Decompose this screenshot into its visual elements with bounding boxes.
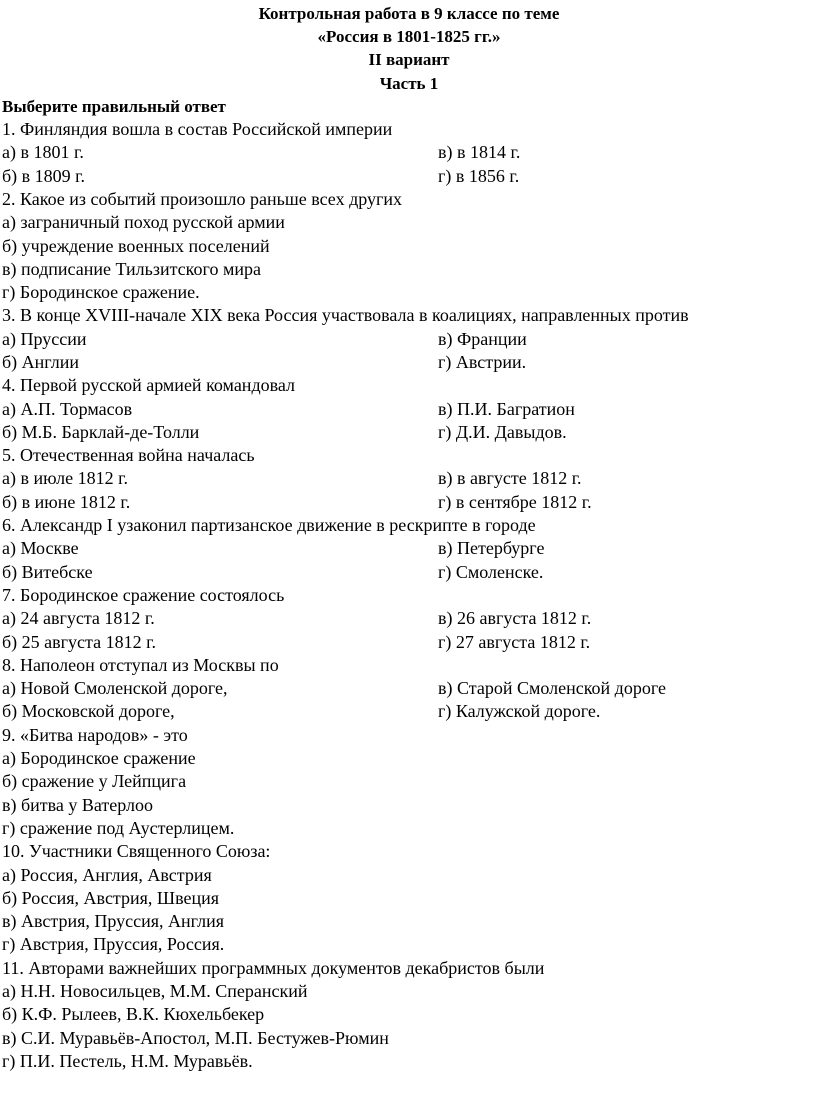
question-6: 6. Александр I узаконил партизанское движение в рескрипте в городе [2, 515, 536, 536]
question-8: 8. Наполеон отступал из Москвы по [2, 654, 279, 675]
answer-option: в) в 1814 г. [438, 142, 521, 163]
answer-option: в) подписание Тильзитского мира [2, 258, 261, 279]
answer-option: а) 24 августа 1812 г. [2, 608, 155, 629]
question-4: 4. Первой русской армией командовал [2, 375, 295, 396]
answer-option: а) Новой Смоленской дороге, [2, 678, 228, 699]
answer-option: а) Бородинское сражение [2, 748, 196, 769]
answer-option: в) Старой Смоленской дороге [438, 678, 666, 699]
answer-option: г) Смоленске. [438, 561, 544, 582]
answer-row [2, 467, 816, 490]
instruction: Выберите правильный ответ [2, 96, 226, 116]
answer-row [2, 561, 816, 584]
answer-option: в) 26 августа 1812 г. [438, 608, 592, 629]
answer-option: б) учреждение военных поселений [2, 235, 270, 256]
answer-option: г) Австрии. [438, 351, 527, 372]
title-line: Контрольная работа в 9 классе по теме [258, 4, 560, 23]
answer-option: б) 25 августа 1812 г. [2, 631, 156, 652]
answer-option: в) Франции [438, 328, 527, 349]
answer-option: б) Россия, Австрия, Швеция [2, 887, 220, 908]
answer-option: г) 27 августа 1812 г. [438, 631, 591, 652]
answer-row [2, 421, 816, 444]
answer-row [2, 398, 816, 421]
question-10: 10. Участники Священного Союза: [2, 841, 271, 862]
answer-option: в) в августе 1812 г. [438, 468, 582, 489]
answer-option: б) сражение у Лейпцига [2, 771, 187, 792]
answer-option: а) А.П. Тормасов [2, 398, 133, 419]
answer-row [2, 700, 816, 723]
answer-option: а) заграничный поход русской армии [2, 212, 285, 233]
answer-row [2, 607, 816, 630]
answer-option: г) Д.И. Давыдов. [438, 421, 567, 442]
part-line: Часть 1 [379, 73, 439, 93]
answer-row [2, 491, 816, 514]
answer-row [2, 328, 816, 351]
question-9: 9. «Битва народов» - это [2, 724, 188, 745]
answer-option: а) Пруссии [2, 328, 87, 349]
answer-option: в) П.И. Багратион [438, 398, 575, 419]
answer-row [2, 141, 816, 164]
answer-option: б) в июне 1812 г. [2, 491, 131, 512]
answer-row [2, 631, 816, 654]
answer-option: в) битва у Ватерлоо [2, 794, 154, 815]
subtitle-line: «Россия в 1801-1825 гг.» [317, 27, 501, 47]
answer-option: в) Австрия, Пруссия, Англия [2, 911, 225, 932]
answer-option: б) в 1809 г. [2, 165, 86, 186]
answer-option: б) Московской дороге, [2, 701, 175, 722]
question-3: 3. В конце XVIII-начале XIX века Россия участвовала в коалициях, направленных против [2, 305, 689, 326]
answer-row [2, 677, 816, 700]
question-1: 1. Финляндия вошла в состав Российской империи [2, 119, 393, 140]
answer-option: г) сражение под Аустерлицем. [2, 817, 235, 838]
answer-option: а) Россия, Англия, Австрия [2, 864, 212, 885]
questions-list [0, 118, 816, 1073]
answer-row [2, 351, 816, 374]
answer-option: б) М.Б. Барклай-де-Толли [2, 421, 200, 442]
answer-option: г) в сентябре 1812 г. [438, 491, 592, 512]
answer-option: а) Н.Н. Новосильцев, М.М. Сперанский [2, 981, 308, 1001]
answer-option: а) Москве [2, 538, 79, 559]
answer-option: г) в 1856 г. [438, 165, 520, 186]
answer-option: в) Петербурге [438, 538, 545, 559]
answer-row [2, 537, 816, 560]
answer-option: г) П.И. Пестель, Н.М. Муравьёв. [2, 1050, 253, 1071]
answer-option: а) в июле 1812 г. [2, 468, 128, 489]
answer-option: а) в 1801 г. [2, 142, 84, 163]
question-11: 11. Авторами важнейших программных документов декабристов были [2, 957, 545, 978]
variant-line: II вариант [368, 50, 450, 70]
answer-row [2, 165, 816, 188]
question-5: 5. Отечественная война началась [2, 445, 255, 466]
answer-option: б) К.Ф. Рылеев, В.К. Кюхельбекер [2, 1004, 265, 1025]
question-2: 2. Какое из событий произошло раньше всех других [2, 188, 402, 209]
answer-option: б) Витебске [2, 561, 93, 582]
answer-option: б) Англии [2, 351, 80, 372]
answer-option: в) С.И. Муравьёв-Апостол, М.П. Бестужев-Рюмин [2, 1027, 389, 1048]
answer-option: г) Калужской дороге. [438, 701, 601, 722]
answer-option: г) Бородинское сражение. [2, 282, 200, 303]
question-7: 7. Бородинское сражение состоялось [2, 584, 285, 605]
document-header [0, 0, 816, 95]
answer-option: г) Австрия, Пруссия, Россия. [2, 934, 225, 955]
